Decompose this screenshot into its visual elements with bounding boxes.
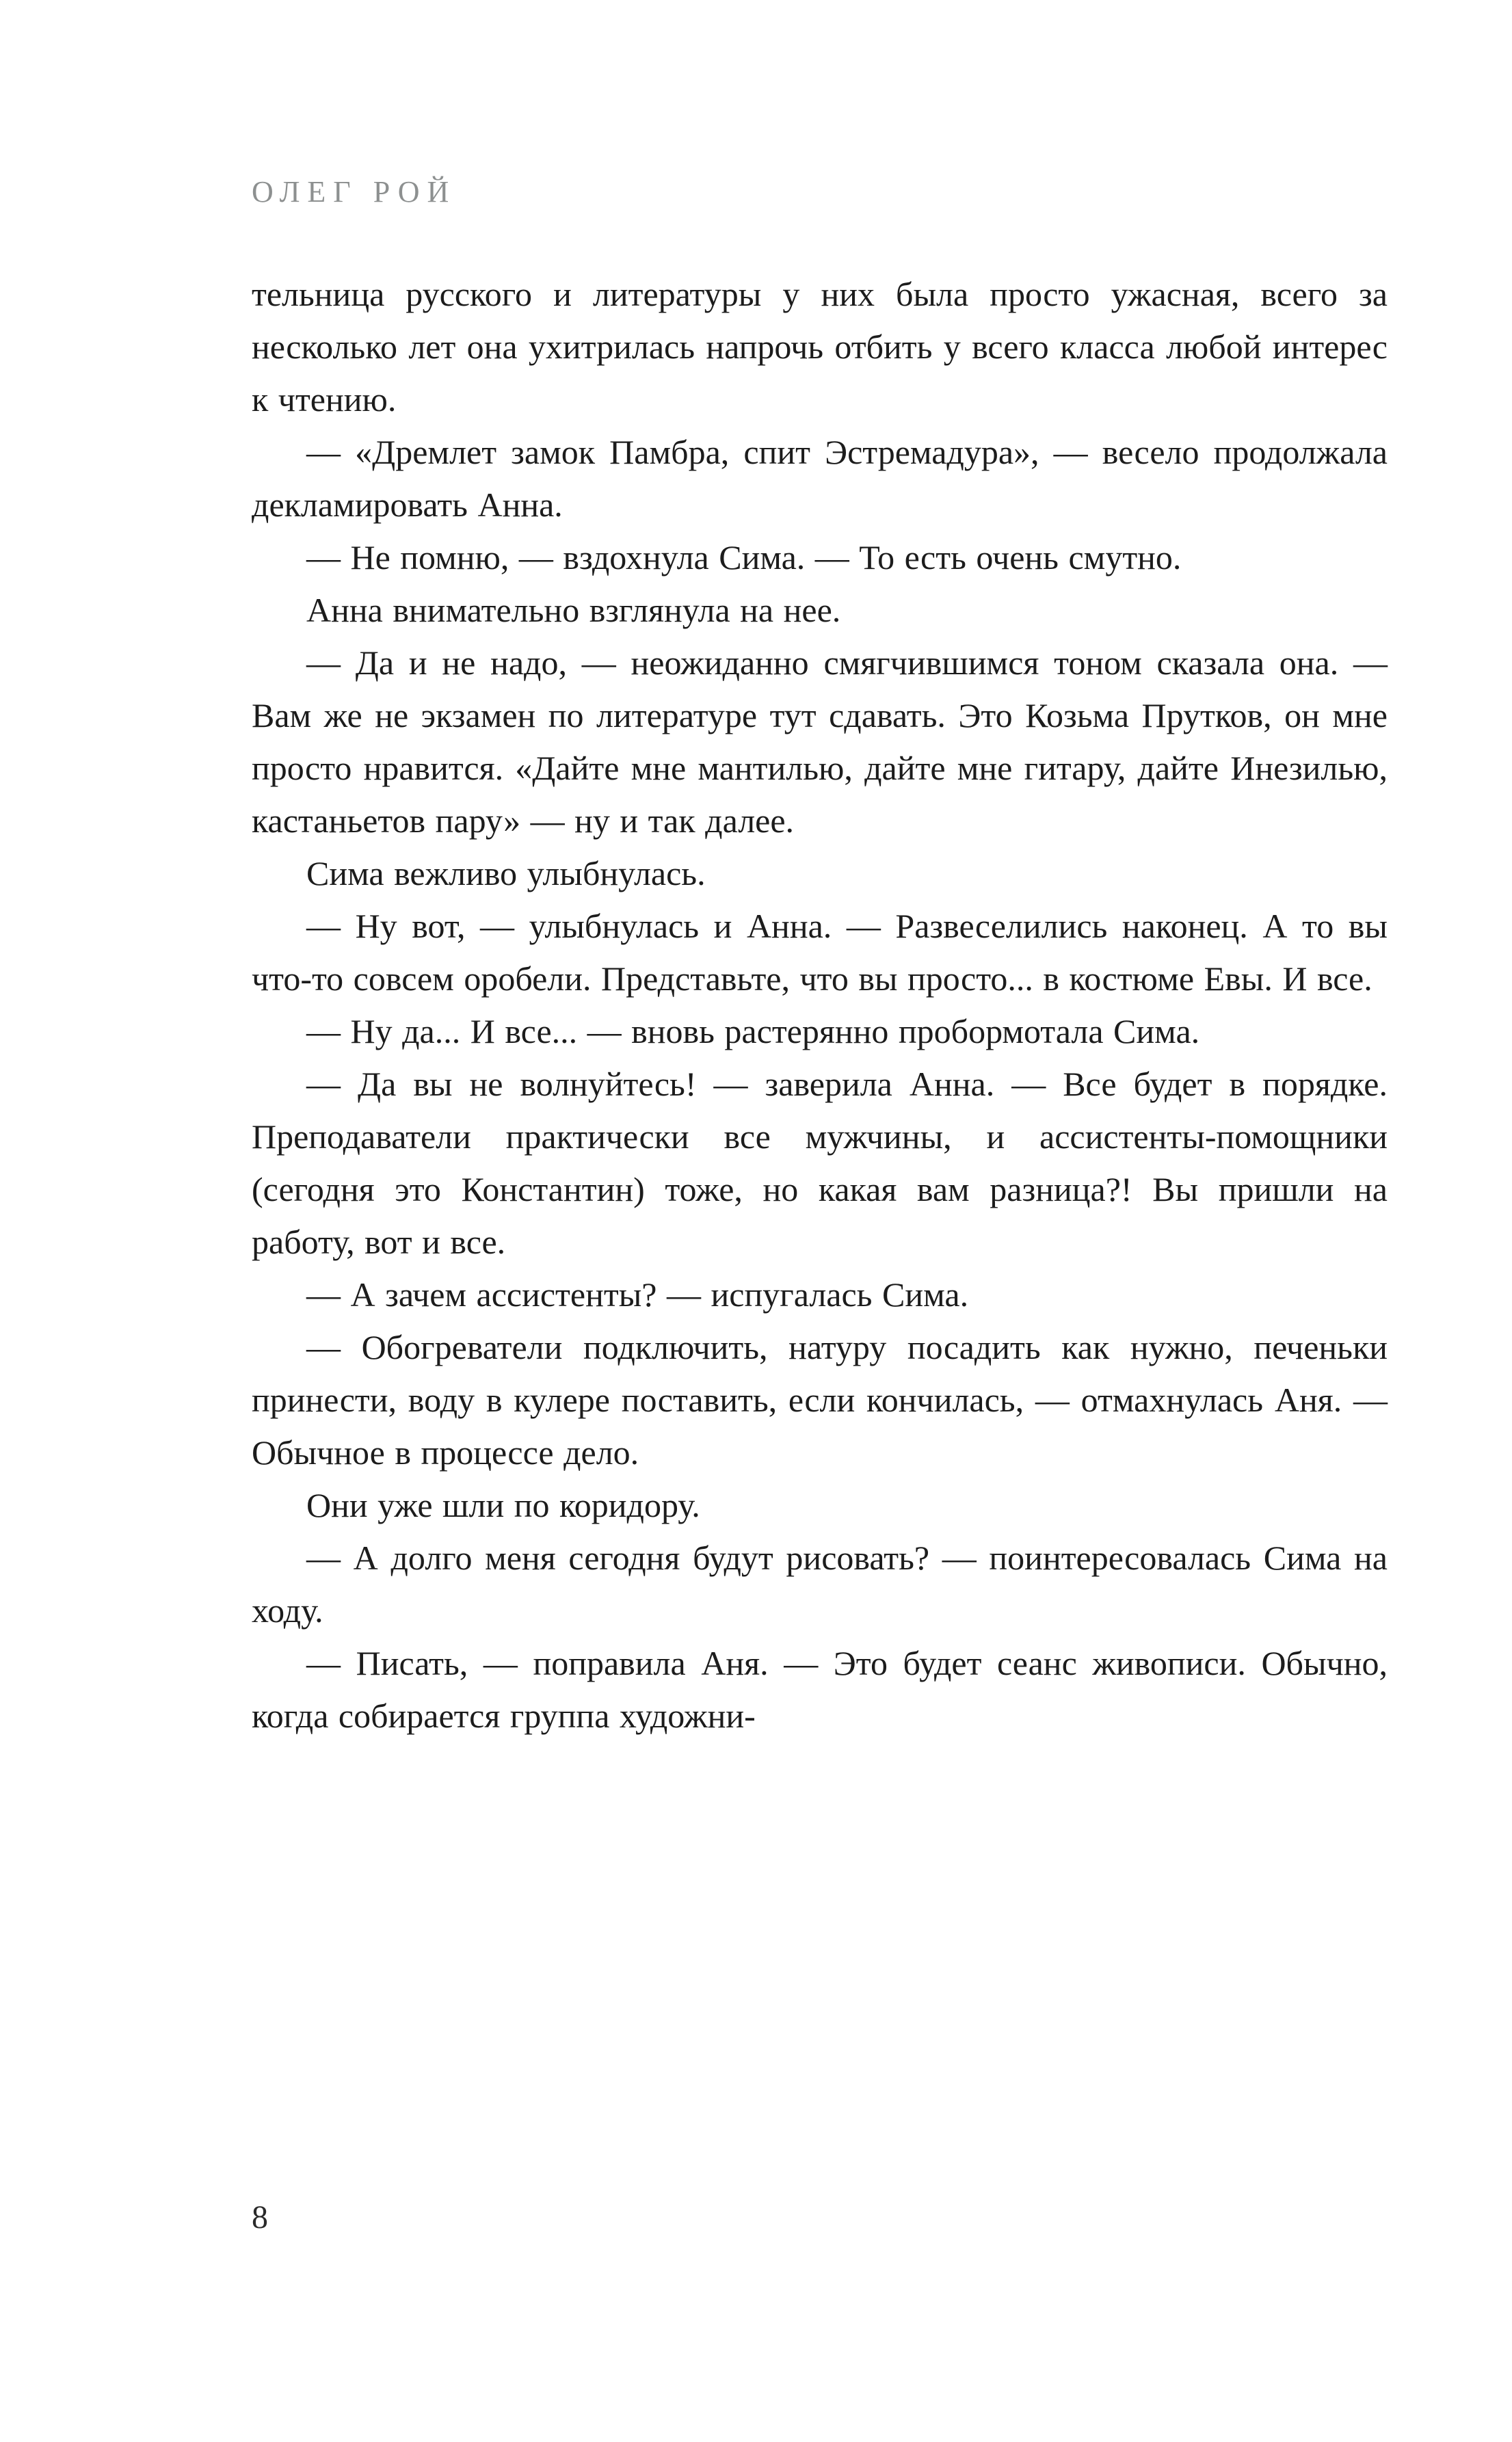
paragraph: — Да и не надо, — неожиданно смягчившимся тоном сказала она. — Вам же не экзамен по литературе тут сдавать. Это Козьма Прутков, он мне просто нравится. «Дайте мне мантилью, дайте мне гитару, дайте Инезилью, кастаньетов пару» — ну и так далее. [252,643,1388,840]
paragraph: — Ну вот, — улыбнулась и Анна. — Развеселились наконец. А то вы что-то совсем оробели. Представьте, что вы просто... в костюме Евы. И все. [252,907,1388,998]
paragraph: — Ну да... И все... — вновь растерянно пробормотала Сима. [306,1012,1200,1050]
paragraph: — «Дремлет замок Памбра, спит Эстремадура», — весело продолжала декламировать Анна. [252,433,1388,524]
paragraph: Анна внимательно взглянула на нее. [306,591,841,629]
running-header: ОЛЕГ РОЙ [252,175,457,209]
paragraph: — А долго меня сегодня будут рисовать? — поинтересовалась Сима на ходу. [252,1539,1388,1630]
paragraph: — Да вы не волнуйтесь! — заверила Анна. — Все будет в порядке. Преподаватели практически все мужчины, и ассистенты-помощники (сегодня это Константин) тоже, но какая вам разница?! Вы пришли на работу, вот и все. [252,1065,1388,1261]
paragraph: тельница русского и литературы у них была просто ужасная, всего за несколько лет она ухитрилась напрочь отбить у всего класса любой интерес к чтению. [252,275,1388,419]
paragraph: — Писать, — поправила Аня. — Это будет сеанс живописи. Обычно, когда собирается группа художни- [252,1644,1388,1735]
paragraph: — Обогреватели подключить, натуру посадить как нужно, печеньки принести, воду в кулере поставить, если кончилась, — отмахнулась Аня. — Обычное в процессе дело. [252,1328,1388,1472]
paragraph: Они уже шли по коридору. [306,1486,700,1524]
paragraph: Сима вежливо улыбнулась. [306,854,706,892]
paragraph: — Не помню, — вздохнула Сима. — То есть очень смутно. [306,538,1182,576]
paragraph: — А зачем ассистенты? — испугалась Сима. [306,1275,969,1314]
page-number: 8 [252,2199,268,2235]
body-text [252,268,1388,1742]
